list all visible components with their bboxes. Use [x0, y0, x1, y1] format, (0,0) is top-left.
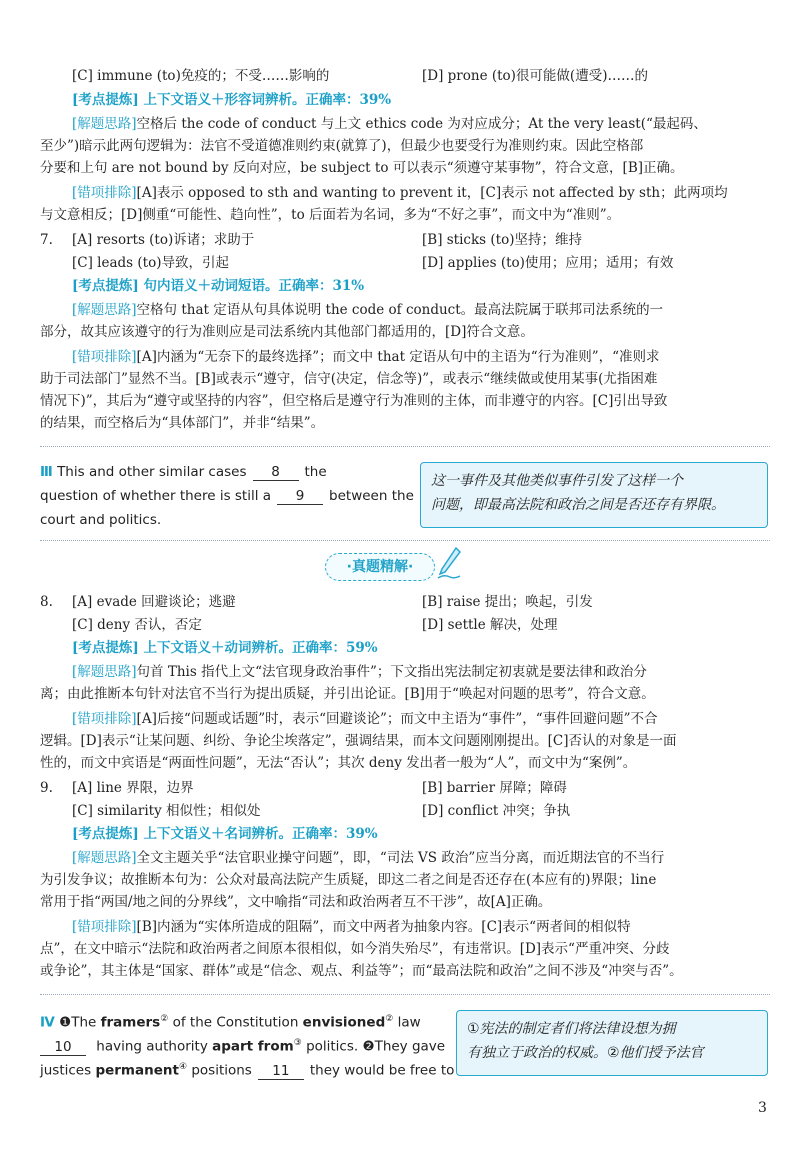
passage3-line-2: question of whether there is still a 9 between the: [40, 488, 414, 504]
q9-solution-2: 为引发争议；故推断本句为：公众对最高法院产生质疑，即这二者之间是否还存在(本应有的)界限；line: [40, 872, 657, 888]
page-number: 3: [758, 1100, 767, 1116]
q9-tag: [考点提炼] 上下文语义＋名词辨析。正确率：39%: [72, 826, 378, 842]
q7-error-1: [错项排除][A]内涵为“无奈下的最终选择”；而文中 that 定语从句中的主语为“行为准则”，“准则求: [72, 349, 660, 365]
q9-error-1: [错项排除][B]内涵为“实体所造成的阻隔”，而文中两者为抽象内容。[C]表示“两者间的相似特: [72, 919, 631, 935]
q7-error-3: 情况下)”，其后为“遵守或坚持的内容”，但空格后是遵守行为准则的主体，而非遵守的内容。[C]引出导致: [40, 393, 668, 409]
blank-8: 8: [253, 464, 299, 481]
translation-box-4: ①宪法的制定者们将法律设想为拥 有独立于政治的权威。②他们授予法官: [456, 1010, 768, 1076]
q8-solution-1: [解题思路]句首 This 指代上文“法官现身政治事件”；下文指出宪法制定初衷就是要法律和政治分: [72, 664, 647, 680]
q7-option-d: [D] applies (to)使用；应用；适用；有效: [422, 255, 674, 271]
section-title: ·真题精解·: [325, 553, 435, 581]
q9-error-2: 点”，在文中暗示“法院和政治两者之间原本很相似，如今消失殆尽”，有违常识。[D]表示“严重冲突、分歧: [40, 941, 670, 957]
q7-option-c: [C] leads (to)导致，引起: [72, 255, 229, 271]
q6-solution-3: 分要和上句 are not bound by 反向对应，be subject to 可以表示“须遵守某事物”，符合文意，[B]正确。: [40, 160, 684, 176]
q9-option-b: [B] barrier 屏障；障碍: [422, 780, 567, 796]
q6-tag: [考点提炼] 上下文语义＋形容词辨析。正确率：39%: [72, 92, 392, 108]
q8-error-1: [错项排除][A]后接“问题或话题”时，表示“回避谈论”；而文中主语为“事件”，“事件回避问题”不合: [72, 711, 658, 727]
q9-solution-3: 常用于指“两国/地之间的分界线”，文中喻指“司法和政治两者互不干涉”，故[A]正确。: [40, 894, 552, 910]
translation-box-3: 这一事件及其他类似事件引发了这样一个 问题，即最高法院和政治之间是否还存有界限。: [420, 462, 768, 528]
q7-error-2: 助于司法部门”显然不当。[B]或表示“遵守，信守(决定，信念等)”，或表示“继续做或使用某事(尤指困难: [40, 371, 658, 387]
q6-solution-2: 至少”)暗示此两句逻辑为：法官不受道德准则约束(就算了)，但最少也要受行为准则约束。因此空格部: [40, 138, 644, 154]
q8-option-b: [B] raise 提出；唤起，引发: [422, 594, 593, 610]
passage4-line-3: justices permanent④ positions 11 they would be free to: [40, 1062, 455, 1079]
q6-option-c: [C] immune (to)免疫的；不受……影响的: [72, 68, 330, 84]
q7-error-4: 的结果，而空格后为“具体部门”，并非“结果”。: [40, 415, 325, 431]
q9-number: 9.: [40, 780, 53, 796]
divider: [40, 446, 770, 447]
divider: [40, 540, 770, 541]
q8-error-2: 逻辑。[D]表示“让某问题、纠纷、争论尘埃落定”，强调结果，而本文问题刚刚提出。[C]否认的对象是一面: [40, 733, 677, 749]
divider: [40, 994, 770, 995]
q6-error-2: 与文意相反；[D]侧重“可能性、趋向性”，to 后面若为名词，多为“不好之事”，而文中为“准则”。: [40, 207, 621, 223]
q9-option-c: [C] similarity 相似性；相似处: [72, 803, 261, 819]
q8-option-a: [A] evade 回避谈论；逃避: [72, 594, 236, 610]
q8-option-d: [D] settle 解决，处理: [422, 617, 558, 633]
blank-11: 11: [258, 1063, 304, 1080]
q7-number: 7.: [40, 232, 53, 248]
q9-option-a: [A] line 界限，边界: [72, 780, 194, 796]
q8-solution-2: 离；由此推断本句针对法官不当行为提出质疑，并引出论证。[B]用于“唤起对问题的思考”，符合文意。: [40, 686, 655, 702]
q6-option-d: [D] prone (to)很可能做(遭受)……的: [422, 68, 648, 84]
q8-option-c: [C] deny 否认，否定: [72, 617, 202, 633]
q9-solution-1: [解题思路]全文主题关乎“法官职业操守问题”，即，“司法 VS 政治”应当分离，而近期法官的不当行: [72, 850, 665, 866]
q7-tag: [考点提炼] 句内语义＋动词短语。正确率：31%: [72, 278, 365, 294]
q7-solution-1: [解题思路]空格句 that 定语从句具体说明 the code of conduct。最高法院属于联邦司法系统的一: [72, 302, 664, 318]
passage3-line-3: court and politics.: [40, 512, 162, 528]
q9-error-3: 或争论”，其主体是“国家、群体”或是“信念、观点、利益等”；而“最高法院和政治”之间不涉及“冲突与否”。: [40, 963, 683, 979]
passage4-line-1: Ⅳ ❶The framers② of the Constitution envisioned② law: [40, 1014, 421, 1031]
q8-tag: [考点提炼] 上下文语义＋动词辨析。正确率：59%: [72, 640, 378, 656]
blank-10: 10: [40, 1039, 86, 1056]
q6-error-1: [错项排除][A]表示 opposed to sth and wanting to prevent it，[C]表示 not affected by sth；此两项均: [72, 185, 728, 201]
q6-solution-1: [解题思路]空格后 the code of conduct 与上文 ethics code 为对应成分；At the very least(“最起码、: [72, 116, 707, 132]
q8-number: 8.: [40, 594, 53, 610]
q7-option-b: [B] sticks (to)坚持；维持: [422, 232, 582, 248]
passage3-line-1: Ⅲ This and other similar cases 8 the: [40, 464, 327, 480]
q7-option-a: [A] resorts (to)诉诸；求助于: [72, 232, 255, 248]
passage4-line-2: 10 having authority apart from③ politics. ❷They gave: [40, 1033, 445, 1057]
blank-9: 9: [277, 488, 323, 505]
q8-error-3: 性的，而文中宾语是“两面性问题”，无法“否认”；其次 deny 发出者一般为“人”，而文中为“案例”。: [40, 755, 637, 771]
q9-option-d: [D] conflict 冲突；争执: [422, 803, 571, 819]
pen-icon: [436, 546, 462, 580]
q7-solution-2: 部分，故其应该遵守的行为准则应是司法系统内其他部门都适用的，[D]符合文意。: [40, 324, 534, 340]
